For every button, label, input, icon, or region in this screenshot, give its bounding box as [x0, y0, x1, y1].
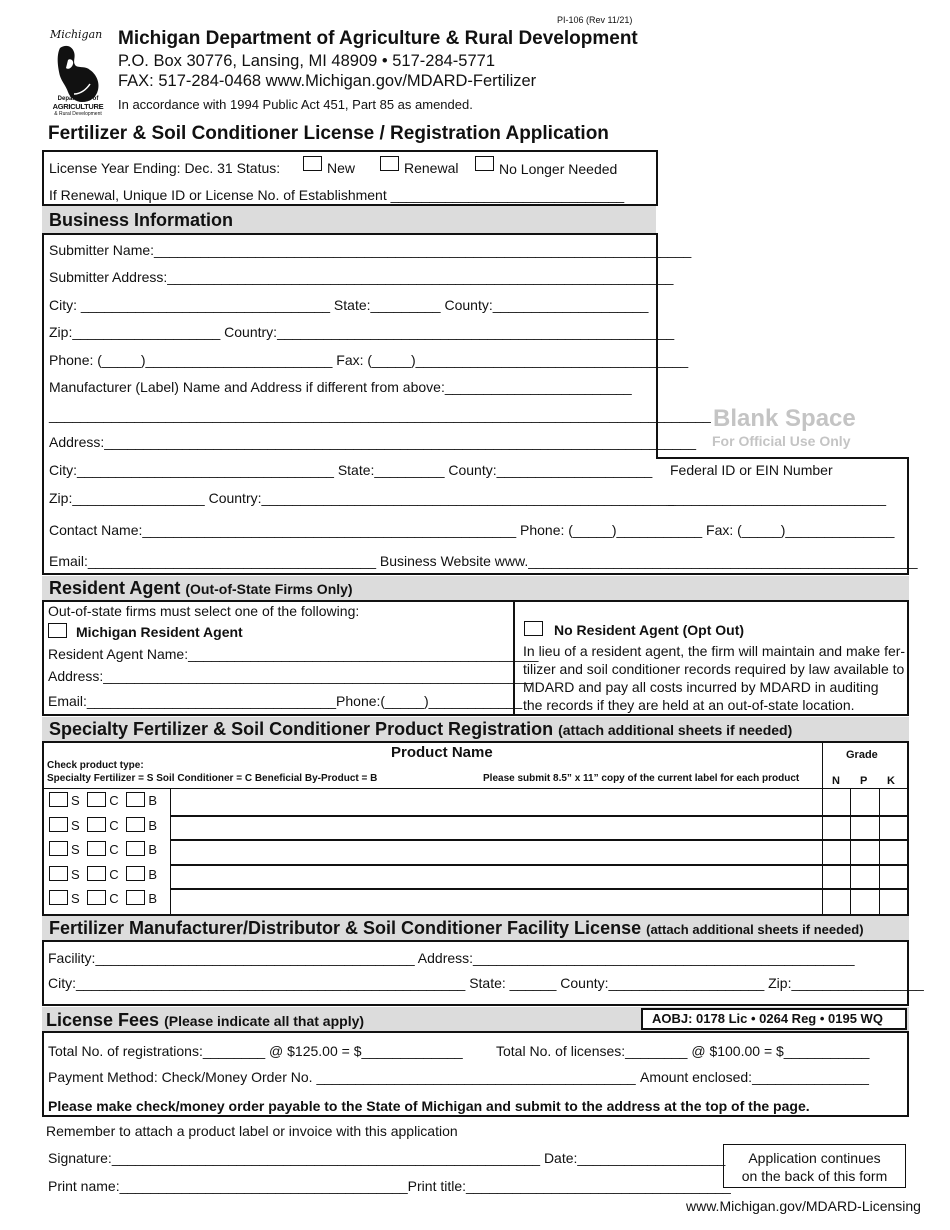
resident-agent-address-field[interactable]: Address:_______________________________________________________: [48, 668, 532, 684]
product-header-divider: [42, 788, 909, 789]
org-fax-web: FAX: 517-284-0468 www.Michigan.gov/MDARD-Fertilizer: [118, 72, 537, 90]
org-name: Michigan Department of Agriculture & Rural Development: [118, 28, 638, 49]
product-row: [49, 841, 161, 857]
type-c-checkbox[interactable]: [87, 890, 106, 905]
opt-out-text-1: In lieu of a resident agent, the firm will maintain and make fer-: [523, 643, 906, 659]
renewal-id-field[interactable]: If Renewal, Unique ID or License No. of Establishment ______________________________: [49, 187, 625, 203]
license-fees-title: [46, 1009, 364, 1032]
status-renewal-checkbox[interactable]: [380, 156, 399, 171]
logo-word: Michigan: [50, 28, 103, 41]
facility-address-field[interactable]: Facility:_________________________________________ Address:_________________________________________________: [48, 950, 855, 966]
type-s-checkbox[interactable]: [49, 817, 68, 832]
product-type-legend: Specialty Fertilizer = S Soil Conditioner = C Beneficial By-Product = B: [47, 773, 378, 784]
product-row: [49, 866, 161, 882]
org-address: P.O. Box 30776, Lansing, MI 48909 • 517-284-5771: [118, 52, 495, 70]
license-fees-title-main: License Fees: [46, 1010, 160, 1030]
type-c-checkbox[interactable]: [87, 792, 106, 807]
manufacturer-field[interactable]: Manufacturer (Label) Name and Address if different from above:________________________: [49, 379, 632, 395]
submitter-name-field[interactable]: Submitter Name:_____________________________________________________________________: [49, 242, 692, 258]
email-website-field[interactable]: Email:_____________________________________ Business Website www.__________________________________________________: [49, 553, 918, 569]
facility-license-title-main: Fertilizer Manufacturer/Distributor & Soil Conditioner Facility License: [49, 918, 642, 938]
act-line: In accordance with 1994 Public Act 451, Part 85 as amended.: [118, 97, 473, 112]
payment-method-field[interactable]: Payment Method: Check/Money Order No. _________________________________________: [48, 1069, 636, 1085]
facility-license-title-sub: (attach additional sheets if needed): [646, 922, 864, 937]
type-b-checkbox[interactable]: [126, 792, 145, 807]
status-new-checkbox[interactable]: [303, 156, 322, 171]
signature-field[interactable]: Signature:_______________________________________________________ Date:___________________: [48, 1150, 726, 1166]
type-s-checkbox[interactable]: [49, 890, 68, 905]
product-row: [49, 792, 161, 808]
status-no-longer-needed-checkbox[interactable]: [475, 156, 494, 171]
opt-out-text-3: MDARD and pay all costs incurred by MDARD in auditing: [523, 679, 879, 695]
page-title: Fertilizer & Soil Conditioner License / Registration Application: [48, 123, 609, 144]
submitter-address-field[interactable]: Submitter Address:_________________________________________________________________: [49, 269, 674, 285]
license-year-status-label: License Year Ending: Dec. 31 Status:: [49, 160, 281, 176]
type-b-label: B: [148, 842, 157, 857]
resident-agent-title-main: Resident Agent: [49, 578, 181, 598]
amount-enclosed-field[interactable]: Amount enclosed:_______________: [640, 1069, 869, 1085]
type-c-label: C: [109, 818, 119, 833]
business-info-box: [42, 233, 658, 459]
resident-agent-title-sub: (Out-of-State Firms Only): [185, 581, 353, 597]
business-right-divider: [656, 457, 909, 459]
footer-website: www.Michigan.gov/MDARD-Licensing: [686, 1198, 921, 1214]
type-c-checkbox[interactable]: [87, 817, 106, 832]
type-s-checkbox[interactable]: [49, 792, 68, 807]
blank-space-title: Blank Space: [713, 405, 856, 432]
product-registration-title-main: Specialty Fertilizer & Soil Conditioner Product Registration: [49, 719, 554, 739]
facility-city-field[interactable]: City:__________________________________________________ State: ______ County:____________________ Zip:_________________: [48, 975, 924, 991]
resident-agent-name-field[interactable]: Resident Agent Name:_____________________________________________: [48, 646, 539, 662]
submitter-city-field[interactable]: City: ________________________________ State:_________ County:____________________: [49, 297, 649, 313]
manufacturer-blank-line[interactable]: _____________________________________________________________________________________: [49, 407, 711, 423]
type-c-label: C: [109, 793, 119, 808]
federal-id-label: Federal ID or EIN Number: [670, 462, 833, 478]
continues-line-1: Application continues: [748, 1150, 881, 1166]
opt-out-label: No Resident Agent (Opt Out): [554, 622, 745, 638]
status-new-label: New: [327, 160, 356, 176]
registrations-fee-field[interactable]: Total No. of registrations:________ @ $125.00 = $_____________: [48, 1043, 463, 1059]
type-c-label: C: [109, 891, 119, 906]
continues-line-2: on the back of this form: [741, 1168, 888, 1184]
opt-out-checkbox[interactable]: [524, 621, 543, 636]
form-id: PI-106 (Rev 11/21): [557, 15, 633, 25]
logo-caption-3: & Rural Development: [54, 111, 102, 117]
continues-box: [723, 1144, 906, 1188]
product-row: [49, 817, 161, 833]
type-c-checkbox[interactable]: [87, 841, 106, 856]
federal-id-field[interactable]: ____________________________: [668, 490, 887, 506]
status-renewal-label: Renewal: [404, 160, 459, 176]
label-copy-note: Please submit 8.5” x 11” copy of the current label for each product: [483, 773, 800, 784]
type-b-checkbox[interactable]: [126, 841, 145, 856]
logo-caption-2: AGRICULTURE: [52, 102, 104, 111]
blank-space-subtitle: For Official Use Only: [712, 433, 851, 449]
manufacturer-city-field[interactable]: City:_________________________________ State:_________ County:____________________: [49, 462, 653, 478]
grade-col-n: N: [832, 775, 840, 787]
payable-note: Please make check/money order payable to the State of Michigan and submit to the address at the top of the page.: [48, 1098, 810, 1114]
aobj-codes: AOBJ: 0178 Lic • 0264 Reg • 0195 WQ: [652, 1011, 883, 1026]
type-b-checkbox[interactable]: [126, 817, 145, 832]
mi-resident-agent-label: Michigan Resident Agent: [76, 624, 243, 640]
type-c-checkbox[interactable]: [87, 866, 106, 881]
license-fees-title-sub: (Please indicate all that apply): [164, 1013, 365, 1029]
type-b-label: B: [148, 793, 157, 808]
type-s-checkbox[interactable]: [49, 866, 68, 881]
product-name-header: Product Name: [391, 744, 493, 761]
product-row: [49, 890, 161, 906]
grade-col-k: K: [887, 775, 895, 787]
product-registration-title-sub: (attach additional sheets if needed): [558, 722, 793, 738]
product-row-divider-3: [170, 864, 909, 866]
logo-caption-1: Department of: [57, 96, 99, 102]
type-c-label: C: [109, 867, 119, 882]
type-b-label: B: [148, 891, 157, 906]
product-row-divider-4: [170, 888, 909, 890]
type-s-label: S: [71, 793, 80, 808]
type-s-label: S: [71, 842, 80, 857]
grade-col-p: P: [860, 775, 868, 787]
product-row-divider-2: [170, 839, 909, 841]
type-s-checkbox[interactable]: [49, 841, 68, 856]
mi-resident-agent-checkbox[interactable]: [48, 623, 67, 638]
resident-agent-instruction: Out-of-state firms must select one of the following:: [48, 603, 360, 619]
manufacturer-address-field[interactable]: Address:____________________________________________________________________________: [49, 434, 696, 450]
grade-divider-2: [850, 788, 851, 916]
grade-divider-3: [879, 788, 880, 916]
type-divider: [170, 788, 171, 916]
contact-line-field[interactable]: Contact Name:________________________________________________ Phone: (_____)___________ Fax: (_____)______________: [49, 522, 895, 538]
product-row-divider-1: [170, 815, 909, 817]
type-s-label: S: [71, 867, 80, 882]
submitter-phone-field[interactable]: Phone: (_____)________________________ Fax: (_____)___________________________________: [49, 352, 689, 368]
resident-agent-title: [49, 577, 353, 600]
opt-out-text-4: the records if they are held at an out-of-state location.: [523, 697, 855, 713]
type-c-label: C: [109, 842, 119, 857]
type-s-label: S: [71, 891, 80, 906]
business-info-title: Business Information: [49, 210, 234, 230]
type-b-label: B: [148, 867, 157, 882]
print-name-field[interactable]: Print name:_____________________________________Print title:__________________________________: [48, 1178, 731, 1194]
type-s-label: S: [71, 818, 80, 833]
status-no-longer-needed-label: No Longer Needed: [499, 161, 618, 177]
opt-out-text-2: tilizer and soil conditioner records required by law available to: [523, 661, 905, 677]
manufacturer-zip-field[interactable]: Zip:_________________ Country:_____________________________________________________: [49, 490, 675, 506]
licenses-fee-field[interactable]: Total No. of licenses:________ @ $100.00 = $___________: [496, 1043, 870, 1059]
type-b-label: B: [148, 818, 157, 833]
resident-agent-email-field[interactable]: Email:________________________________Phone:(_____)____________: [48, 693, 523, 709]
type-b-checkbox[interactable]: [126, 866, 145, 881]
type-b-checkbox[interactable]: [126, 890, 145, 905]
grade-header: Grade: [846, 749, 878, 761]
submitter-zip-field[interactable]: Zip:___________________ Country:___________________________________________________: [49, 324, 675, 340]
product-registration-title: [49, 718, 792, 741]
facility-license-title: [49, 917, 864, 941]
check-type-label: Check product type:: [47, 760, 144, 771]
mdard-logo: [46, 26, 108, 118]
attach-reminder: Remember to attach a product label or invoice with this application: [46, 1123, 458, 1139]
